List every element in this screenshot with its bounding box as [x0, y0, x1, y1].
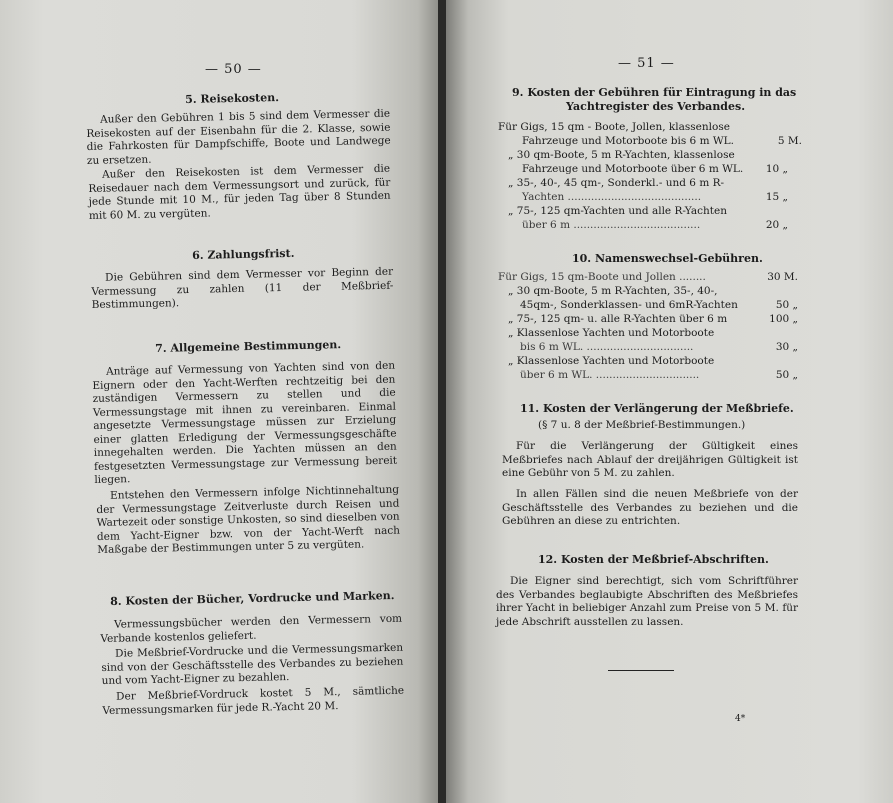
fee-row: über 6 m WL. ............................... 50 „: [520, 369, 798, 381]
section-heading: 6. Zahlungsfrist.: [192, 246, 295, 262]
fee-row: „ Klassenlose Yachten und Motorboote: [508, 355, 715, 367]
paragraph: Für die Verlängerung der Gültigkeit eines Meßbriefes nach Ablauf der dreijährigen Gültigkeit ist eine Gebühr von 5 M. zu zahlen.: [502, 440, 798, 479]
page-number: — 51 —: [618, 56, 675, 71]
fee-row: „ 30 qm-Boote, 5 m R-Yachten, klassenlose: [508, 149, 735, 161]
right-page: [446, 0, 893, 803]
fee-row: Fahrzeuge und Motorboote bis 6 m WL. 5 M.: [522, 135, 802, 147]
section-heading: 11. Kosten der Verlängerung der Meßbriefe.: [520, 402, 794, 415]
fee-row: „ 75-, 125 qm-Yachten und alle R-Yachten: [508, 205, 727, 217]
section-heading: 7. Allgemeine Bestimmungen.: [155, 338, 342, 355]
divider: [608, 670, 674, 671]
section-heading: 8. Kosten der Bücher, Vordrucke und Marken.: [110, 589, 395, 608]
fee-row: bis 6 m WL. ................................ 30 „: [520, 341, 798, 353]
fee-row: „ Klassenlose Yachten und Motorboote: [508, 327, 715, 339]
section-heading: 10. Namenswechsel-Gebühren.: [572, 252, 763, 265]
paragraph: Außer den Reisekosten ist dem Vermesser die Reisedauer nach dem Vermessungsort und zurück, für jede Stunde mit 10 M., für jeden Tag über 8 Stunden mit 60 M. zu vergüten.: [88, 162, 391, 222]
section-heading: 9. Kosten der Gebühren für Eintragung in das: [512, 86, 797, 99]
fee-row: Yachten ........................................ 15 „: [522, 191, 788, 203]
paragraph: Anträge auf Vermessung von Yachten sind von den Eignern oder den Yacht-Werften rechtzeitig bei den zuständigen Vermessern zu stellen und die Vermessungstage mit ihnen zu vereinbaren. Einmal angesetzte Vermessungstage müssen zur Erzielung einer glatten Erledigung der Vermessungsgeschäfte innegehalten werden. Die Yachten müssen an den festgesetzten Vermessungstage zur Vermessung bereit liegen.: [92, 359, 398, 486]
paragraph: Die Eigner sind berechtigt, sich vom Schriftführer des Verbandes beglaubigte Abschriften des Meßbriefes ihrer Yacht in beliebiger Anzahl zum Preise von 5 M. für jede Abschrift ausstellen zu lassen.: [496, 575, 798, 628]
fee-row: Fahrzeuge und Motorboote über 6 m WL. 10 „: [522, 163, 788, 175]
section-subheading: (§ 7 u. 8 der Meßbrief-Bestimmungen.): [538, 419, 746, 431]
left-page: [0, 0, 440, 803]
page-number: — 50 —: [205, 62, 262, 77]
fee-row: Für Gigs, 15 qm-Boote und Jollen ........ 30 M.: [498, 271, 798, 283]
signature-mark: 4*: [735, 714, 746, 724]
paragraph: Der Meßbrief-Vordruck kostet 5 M., sämtliche Vermessungsmarken für jede R.-Yacht 20 M.: [102, 684, 405, 717]
paragraph: Entstehen den Vermessern infolge Nichtinnehaltung der Vermessungstage Zeitverluste durch Reisen und Wartezeit oder sonstige Unkosten, so sind dieselben von dem Yacht-Eigner bzw. von der Yacht-Werft nach Maßgabe der Bestimmungen unter 5 zu vergüten.: [96, 483, 401, 556]
section-heading: 5. Reisekosten.: [185, 91, 280, 106]
section-heading: 12. Kosten der Meßbrief-Abschriften.: [538, 553, 769, 566]
fee-row: über 6 m ...................................... 20 „: [522, 219, 788, 231]
section-heading: Yachtregister des Verbandes.: [566, 100, 746, 113]
paragraph: In allen Fällen sind die neuen Meßbriefe von der Geschäftsstelle des Verbandes zu beziehen und die Gebühren an diese zu entrichten.: [502, 488, 798, 527]
paragraph: Außer den Gebühren 1 bis 5 sind dem Vermesser die Reisekosten auf der Eisenbahn für die 2. Klasse, sowie die Fahrkosten für Dampfschiffe, Boote und Landwege zu ersetzen.: [86, 107, 391, 167]
paragraph: Die Gebühren sind dem Vermesser vor Beginn der Vermessung zu zahlen (11 der Meßbrief-Bestimmungen).: [91, 265, 394, 311]
fee-row: „ 30 qm-Boote, 5 m R-Yachten, 35-, 40-,: [508, 285, 718, 297]
fee-row: Für Gigs, 15 qm - Boote, Jollen, klassenlose: [498, 121, 730, 133]
fee-row: „ 75-, 125 qm- u. alle R-Yachten über 6 m 100 „: [508, 313, 798, 325]
fee-row: 45qm-, Sonderklassen- und 6mR-Yachten 50 „: [520, 299, 798, 311]
paragraph: Vermessungsbücher werden den Vermessern vom Verbande kostenlos geliefert.: [100, 612, 403, 645]
paragraph: Die Meßbrief-Vordrucke und die Vermessungsmarken sind von der Geschäftsstelle des Verbandes zu beziehen und vom Yacht-Eigner zu bezahlen.: [101, 641, 404, 687]
fee-row: „ 35-, 40-, 45 qm-, Sonderkl.- und 6 m R-: [508, 177, 725, 189]
